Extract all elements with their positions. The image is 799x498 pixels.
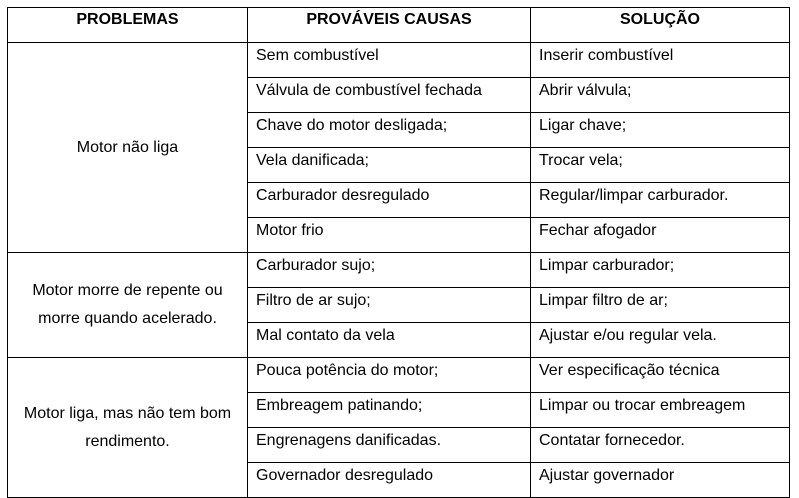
solution-cell: Trocar vela;	[531, 148, 790, 183]
cause-cell: Carburador desregulado	[248, 183, 531, 218]
problem-cell	[8, 43, 248, 253]
table-row	[8, 253, 790, 288]
cause-cell: Carburador sujo;	[248, 253, 531, 288]
cause-cell: Vela danificada;	[248, 148, 531, 183]
cause-cell: Sem combustível	[248, 43, 531, 78]
problem-text: Motor não liga	[76, 138, 179, 156]
solution-cell: Limpar carburador;	[531, 253, 790, 288]
cause-cell: Motor frio	[248, 218, 531, 253]
header-problems: PROBLEMAS	[8, 8, 248, 43]
cause-cell: Chave do motor desligada;	[248, 113, 531, 148]
problem-cell	[8, 253, 248, 358]
cause-cell: Engrenagens danificadas.	[248, 428, 531, 463]
solution-cell: Limpar filtro de ar;	[531, 288, 790, 323]
solution-cell: Inserir combustível	[531, 43, 790, 78]
header-solution: SOLUÇÃO	[531, 8, 790, 43]
solution-cell: Ver especificação técnica	[531, 358, 790, 393]
solution-cell: Regular/limpar carburador.	[531, 183, 790, 218]
solution-cell: Fechar afogador	[531, 218, 790, 253]
solution-cell: Limpar ou trocar embreagem	[531, 393, 790, 428]
cause-cell: Mal contato da vela	[248, 323, 531, 358]
header-row	[8, 8, 790, 43]
cause-cell: Governador desregulado	[248, 463, 531, 498]
solution-cell: Contatar fornecedor.	[531, 428, 790, 463]
cause-cell: Pouca potência do motor;	[248, 358, 531, 393]
solution-cell: Ajustar e/ou regular vela.	[531, 323, 790, 358]
cause-cell: Embreagem patinando;	[248, 393, 531, 428]
problem-cell	[8, 358, 248, 498]
table-row	[8, 43, 790, 78]
cause-cell: Filtro de ar sujo;	[248, 288, 531, 323]
problem-text: Motor liga, mas não tem bom rendimento.	[23, 404, 232, 450]
cause-cell: Válvula de combustível fechada	[248, 78, 531, 113]
table-row	[8, 358, 790, 393]
solution-cell: Abrir válvula;	[531, 78, 790, 113]
troubleshooting-table	[7, 7, 790, 498]
solution-cell: Ajustar governador	[531, 463, 790, 498]
problem-text: Motor morre de repente ou morre quando acelerado.	[32, 282, 223, 327]
solution-cell: Ligar chave;	[531, 113, 790, 148]
header-causes: PROVÁVEIS CAUSAS	[248, 8, 531, 43]
